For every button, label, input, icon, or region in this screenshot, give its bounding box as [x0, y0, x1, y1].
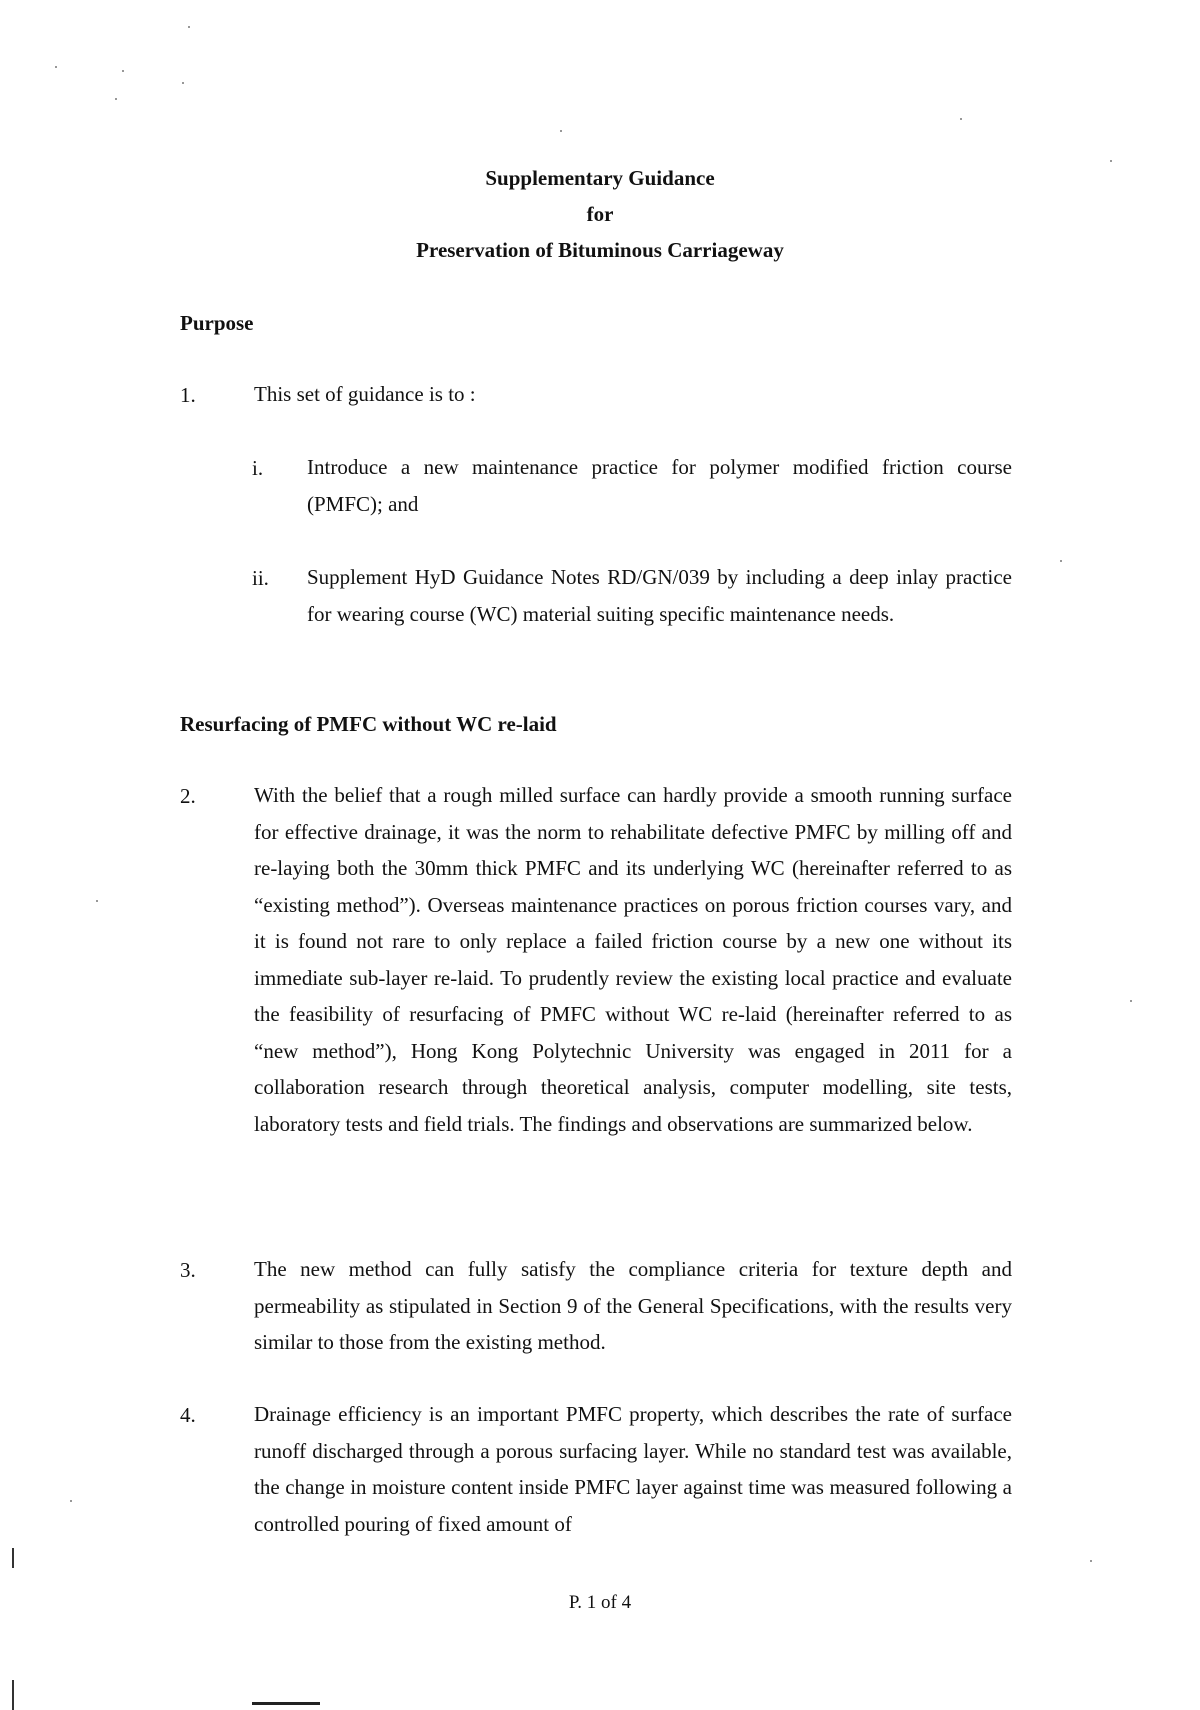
paragraph-4-number: 4.	[180, 1403, 196, 1427]
paragraph-1-number: 1.	[180, 383, 196, 407]
sub-item-ii-text: Supplement HyD Guidance Notes RD/GN/039 by including a deep inlay practice for wearing course (WC) material suiting specific maintenance needs.	[307, 565, 1012, 626]
scan-speck	[182, 82, 184, 84]
sub-item-ii-number: ii.	[252, 566, 269, 590]
scan-speck	[70, 1500, 72, 1502]
scan-margin-line	[12, 1548, 14, 1568]
scan-speck	[188, 26, 190, 28]
paragraph-1-text: This set of guidance is to :	[254, 382, 476, 406]
scan-speck	[1110, 160, 1112, 162]
paragraph-3-text: The new method can fully satisfy the compliance criteria for texture depth and permeability as stipulated in Section 9 of the General Specifications, with the results very similar to those from the existing method.	[254, 1257, 1012, 1354]
scan-speck	[1090, 1560, 1092, 1562]
sub-item-i-number: i.	[252, 456, 264, 480]
resurfacing-heading: Resurfacing of PMFC without WC re-laid	[180, 712, 557, 736]
purpose-heading: Purpose	[180, 311, 254, 335]
scan-speck	[960, 118, 962, 120]
scan-speck	[55, 66, 57, 68]
scan-bottom-bar	[252, 1702, 320, 1705]
scan-margin-line	[12, 1680, 14, 1710]
title-line-1: Supplementary Guidance	[485, 166, 715, 190]
paragraph-4-text: Drainage efficiency is an important PMFC property, which describes the rate of surface runoff discharged through a porous surfacing layer. While no standard test was available, the change in moisture content inside PMFC layer against time was measured following a controlled pouring of fixed amount of	[254, 1402, 1012, 1536]
scan-speck	[115, 98, 117, 100]
title-line-3: Preservation of Bituminous Carriageway	[416, 238, 784, 262]
page-number-footer: P. 1 of 4	[568, 1592, 632, 1613]
scan-speck	[1130, 1000, 1132, 1002]
paragraph-2-number: 2.	[180, 784, 196, 808]
scan-speck	[1060, 560, 1062, 562]
scan-speck	[96, 900, 98, 902]
paragraph-3-number: 3.	[180, 1258, 196, 1282]
scan-speck	[122, 70, 124, 72]
title-line-2: for	[586, 202, 614, 226]
paragraph-2-text: With the belief that a rough milled surface can hardly provide a smooth running surface for effective drainage, it was the norm to rehabilitate defective PMFC by milling off and re-laying both the 30mm thick PMFC and its underlying WC (hereinafter referred to as “existing method”). Overseas maintenance practices on porous friction courses vary, and it is found not rare to only replace a failed friction course by a new one without its immediate sub-layer re-laid. To prudently review the existing local practice and evaluate the feasibility of resurfacing of PMFC without WC re-laid (hereinafter referred to as “new method”), Hong Kong Polytechnic University was engaged in 2011 for a collaboration research through theoretical analysis, computer modelling, site tests, laboratory tests and field trials. The findings and observations are summarized below.	[254, 783, 1012, 1136]
scan-speck	[560, 130, 562, 132]
sub-item-i-text: Introduce a new maintenance practice for polymer modified friction course (PMFC); and	[307, 455, 1012, 516]
